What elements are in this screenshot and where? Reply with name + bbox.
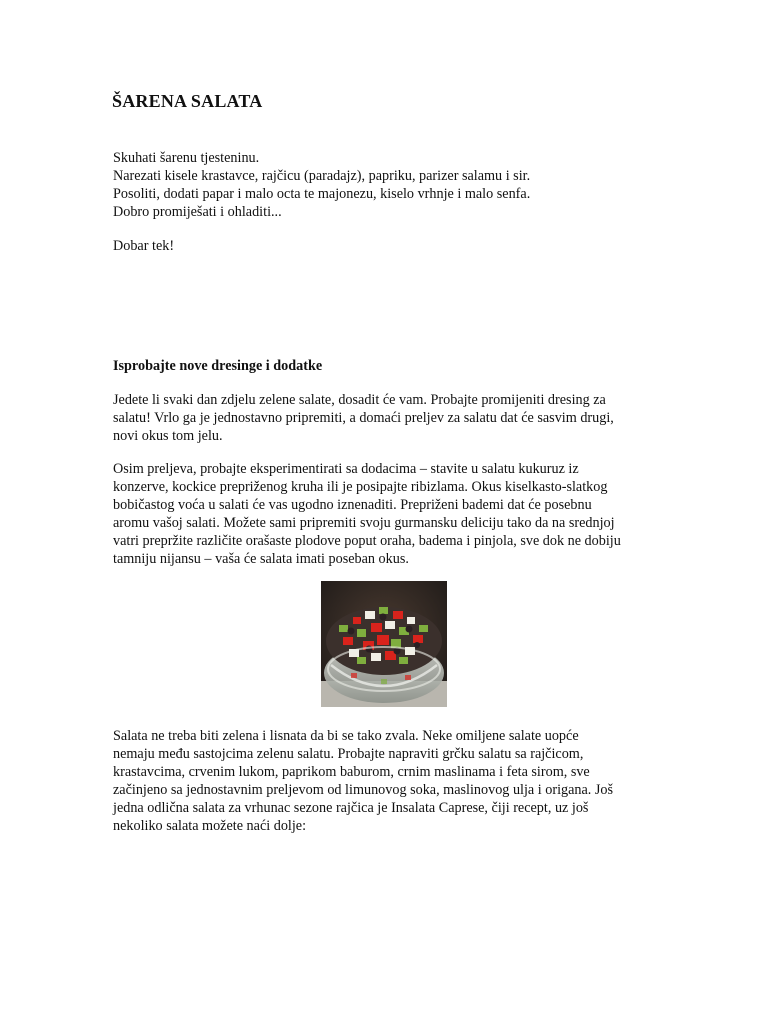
- paragraph-greek-salad: [113, 727, 673, 835]
- paragraph-line: jedna odlična salata za vrhunac sezone rajčica je Insalata Caprese, čiji recept, uz još: [113, 800, 589, 816]
- document-title: ŠARENA SALATA: [112, 91, 263, 111]
- salad-bowl-image: [321, 581, 447, 707]
- paragraph-additions: [113, 460, 673, 568]
- salad-bowl-photo: [321, 581, 447, 707]
- recipe-line: Posoliti, dodati papar i malo octa te majonezu, kiselo vrhnje i malo senfa.: [113, 186, 531, 202]
- recipe-instructions: [113, 149, 673, 221]
- paragraph-line: bobičastog voća u salati će vas ugodno iznenaditi. Prepriženi bademi dat će posebnu: [113, 497, 592, 513]
- paragraph-line: konzerve, kockice prepriženog kruha ili je posipajte ribizlama. Okus kiselkasto-slatkog: [113, 479, 608, 495]
- paragraph-line: vatri prepržite različite orašaste plodove poput oraha, badema i pinjola, sve dok ne dobiju: [113, 533, 621, 549]
- paragraph-line: tamniju nijansu – vaša će salata imati poseban okus.: [113, 551, 409, 567]
- paragraph-line: salatu! Vrlo ga je jednostavno pripremiti, a domaći preljev za salatu dat će sasvim drugi,: [113, 410, 614, 426]
- paragraph-line: nemaju među sastojcima zelenu salatu. Probajte napraviti grčku salatu sa rajčicom,: [113, 746, 584, 762]
- paragraph-line: novi okus tom jelu.: [113, 428, 223, 444]
- paragraph-dressing: [113, 391, 673, 445]
- paragraph-line: Osim preljeva, probajte eksperimentirati sa dodacima – stavite u salatu kukuruz iz: [113, 461, 579, 477]
- paragraph-line: aromu vašoj salati. Možete sami pripremiti svoju gurmansku deliciju tako da na srednjoj: [113, 515, 615, 531]
- closing-text: Dobar tek!: [113, 238, 175, 254]
- section-heading: Isprobajte nove dresinge i dodatke: [113, 358, 323, 374]
- paragraph-line: Jedete li svaki dan zdjelu zelene salate, dosadit će vam. Probajte promijeniti dresing za: [113, 392, 606, 408]
- recipe-line: Dobro promiješati i ohladiti...: [113, 204, 282, 220]
- paragraph-line: nekoliko salata možete naći dolje:: [113, 818, 307, 834]
- paragraph-line: krastavcima, crvenim lukom, paprikom baburom, crnim maslinama i feta sirom, sve: [113, 764, 590, 780]
- recipe-line: Narezati kisele krastavce, rajčicu (paradajz), papriku, parizer salamu i sir.: [113, 168, 531, 184]
- closing-line: [113, 237, 673, 255]
- paragraph-line: začinjeno sa jednostavnim preljevom od limunovog soka, maslinovog ulja i origana. Još: [113, 782, 614, 798]
- paragraph-line: Salata ne treba biti zelena i lisnata da bi se tako zvala. Neke omiljene salate uopće: [113, 728, 579, 744]
- recipe-line: Skuhati šarenu tjesteninu.: [113, 150, 260, 166]
